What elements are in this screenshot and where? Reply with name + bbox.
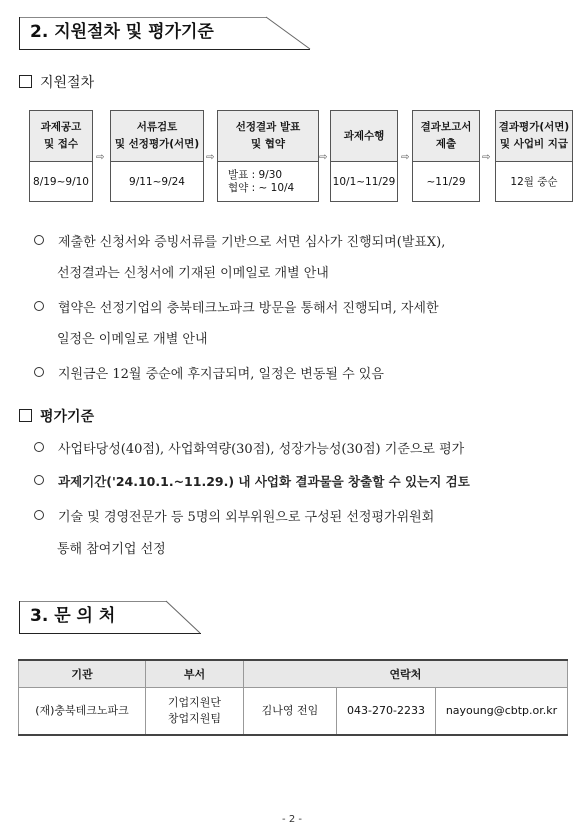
step-2-date: 9/11~9/24 bbox=[129, 175, 185, 188]
procedure-bullet-1: 제출한 신청서와 증빙서류를 기반으로 서면 심사가 진행되며(발표X), bbox=[34, 231, 445, 250]
header-contact: 연락처 bbox=[244, 660, 568, 688]
circle-bullet-icon bbox=[34, 367, 44, 377]
circle-bullet-icon bbox=[34, 301, 44, 311]
circle-bullet-icon bbox=[34, 235, 44, 245]
circle-bullet-icon bbox=[34, 475, 44, 485]
procedure-bullet-2-cont: 일정은 이메일로 개별 안내 bbox=[57, 332, 208, 347]
criteria-bullet-1: 사업타당성(40점), 사업화역량(30점), 성장가능성(30점) 기준으로 평가 bbox=[34, 438, 464, 457]
step-5-date: ~11/29 bbox=[426, 175, 466, 188]
procedure-heading bbox=[19, 72, 94, 92]
step-3-box bbox=[217, 110, 319, 202]
criteria-bullet-2: 과제기간('24.10.1.~11.29.) 내 사업화 결과물을 창출할 수 있는지 검토 bbox=[34, 472, 470, 490]
section-header-slant bbox=[165, 600, 203, 635]
checkbox-square-icon bbox=[19, 75, 32, 88]
step-5-box bbox=[412, 110, 480, 202]
procedure-bullet-3: 지원금은 12월 중순에 후지급되며, 일정은 변동될 수 있음 bbox=[34, 363, 384, 382]
contact-email: nayoung@cbtp.or.kr bbox=[436, 688, 568, 736]
criteria-heading-text: 평가기준 bbox=[40, 409, 95, 425]
step-3-date: 발표 : 9/30 협약 : ~ 10/4 bbox=[228, 169, 295, 194]
header-org: 기관 bbox=[19, 660, 146, 688]
step-3-head: 선정결과 발표 및 협약 bbox=[218, 111, 318, 162]
arrow-right-icon: ⇨ bbox=[482, 152, 491, 163]
step-1-head: 과제공고 및 접수 bbox=[30, 111, 92, 162]
step-6-box bbox=[495, 110, 573, 202]
criteria-bullet-3-cont: 통해 참여기업 선정 bbox=[57, 542, 166, 557]
contact-dept: 기업지원단 창업지원팀 bbox=[146, 688, 244, 736]
arrow-right-icon: ⇨ bbox=[401, 152, 410, 163]
header-dept: 부서 bbox=[146, 660, 244, 688]
arrow-right-icon: ⇨ bbox=[96, 152, 105, 163]
circle-bullet-icon bbox=[34, 442, 44, 452]
procedure-heading-text: 지원절차 bbox=[40, 75, 95, 91]
step-4-date: 10/1~11/29 bbox=[332, 175, 396, 188]
criteria-bullet-3: 기술 및 경영전문가 등 5명의 외부위원으로 구성된 선정평가위원회 bbox=[34, 506, 434, 525]
contact-org: (재)충북테크노파크 bbox=[19, 688, 146, 736]
step-1-box bbox=[29, 110, 93, 202]
step-1-date: 8/19~9/10 bbox=[33, 175, 89, 188]
procedure-bullet-2: 협약은 선정기업의 충북테크노파크 방문을 통해서 진행되며, 자세한 bbox=[34, 297, 439, 316]
step-6-head: 결과평가(서면) 및 사업비 지급 bbox=[496, 111, 572, 162]
section-header-slant bbox=[265, 16, 313, 51]
circle-bullet-icon bbox=[34, 510, 44, 520]
checkbox-square-icon bbox=[19, 409, 32, 422]
procedure-bullet-1-cont: 선정결과는 신청서에 기재된 이메일로 개별 안내 bbox=[57, 266, 329, 281]
step-2-box bbox=[110, 110, 204, 202]
step-4-box bbox=[330, 110, 398, 202]
page-number: - 2 - bbox=[282, 814, 302, 825]
contact-person: 김나영 전임 bbox=[244, 688, 337, 736]
section-3-title: 3. 문 의 처 bbox=[30, 606, 116, 626]
arrow-right-icon: ⇨ bbox=[319, 152, 328, 163]
step-5-head: 결과보고서 제출 bbox=[413, 111, 479, 162]
contact-table bbox=[18, 659, 568, 736]
step-6-date: 12월 중순 bbox=[510, 175, 558, 188]
step-2-head: 서류검토 및 선정평가(서면) bbox=[111, 111, 203, 162]
criteria-heading bbox=[19, 406, 94, 426]
arrow-right-icon: ⇨ bbox=[206, 152, 215, 163]
section-2-title: 2. 지원절차 및 평가기준 bbox=[30, 22, 214, 42]
contact-phone: 043-270-2233 bbox=[337, 688, 436, 736]
step-4-head: 과제수행 bbox=[331, 111, 397, 162]
